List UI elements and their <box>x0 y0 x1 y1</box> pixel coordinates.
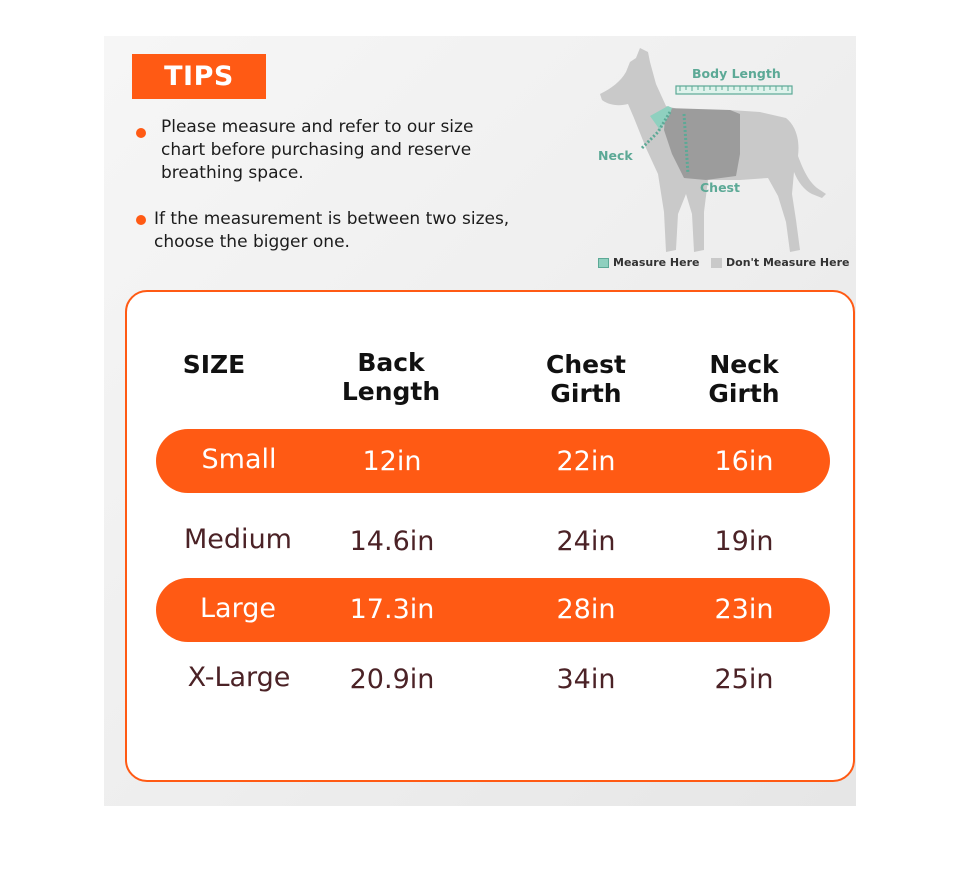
header-size <box>168 350 260 379</box>
cell-size: Small <box>201 444 277 475</box>
tip-item <box>136 116 516 185</box>
cell-size: Medium <box>184 524 292 555</box>
tip-line: Please measure and refer to our size <box>161 117 474 137</box>
header-line: Girth <box>550 379 622 408</box>
cell-size: X-Large <box>187 662 291 693</box>
tip-line: choose the bigger one. <box>154 232 350 252</box>
cell-chest-girth: 22in <box>556 446 616 477</box>
tip-line: breathing space. <box>161 163 304 183</box>
body-length-label: Body Length <box>692 66 781 81</box>
cell-chest-girth: 28in <box>556 594 616 625</box>
bullet-dot-icon <box>136 215 146 225</box>
tip-text <box>154 208 536 254</box>
legend-measure-label: Measure Here <box>613 256 700 269</box>
cell-back-length: 20.9in <box>349 664 435 695</box>
cell-back-length: 17.3in <box>349 594 435 625</box>
header-chest-girth <box>516 350 656 408</box>
cell-back-length: 12in <box>362 446 422 477</box>
tip-item <box>136 208 536 254</box>
measure-swatch-icon <box>598 258 609 268</box>
tip-line: chart before purchasing and reserve <box>161 140 472 160</box>
header-neck-girth <box>674 350 814 408</box>
cell-back-length: 14.6in <box>349 526 435 557</box>
neck-label: Neck <box>598 148 633 163</box>
cell-neck-girth: 19in <box>714 526 774 557</box>
cell-neck-girth: 16in <box>714 446 774 477</box>
header-line: SIZE <box>182 350 246 379</box>
legend-dont-measure-label: Don't Measure Here <box>726 256 850 269</box>
cell-neck-girth: 25in <box>714 664 774 695</box>
header-back-length <box>321 348 461 406</box>
dont-measure-swatch-icon <box>711 258 722 268</box>
header-line: Back <box>357 348 425 377</box>
cell-neck-girth: 23in <box>714 594 774 625</box>
legend-dont-measure <box>711 256 849 269</box>
bullet-dot-icon <box>136 128 146 138</box>
cell-size: Large <box>200 593 276 624</box>
chest-label: Chest <box>700 180 740 195</box>
cell-chest-girth: 24in <box>556 526 616 557</box>
legend-measure <box>598 256 699 269</box>
header-line: Chest <box>546 350 626 379</box>
cell-chest-girth: 34in <box>556 664 616 695</box>
header-line: Neck <box>709 350 779 379</box>
tip-line: If the measurement is between two sizes, <box>154 209 510 229</box>
header-line: Length <box>341 377 441 406</box>
tips-badge: TIPS <box>132 54 266 99</box>
header-line: Girth <box>708 379 780 408</box>
tip-text <box>161 116 516 185</box>
